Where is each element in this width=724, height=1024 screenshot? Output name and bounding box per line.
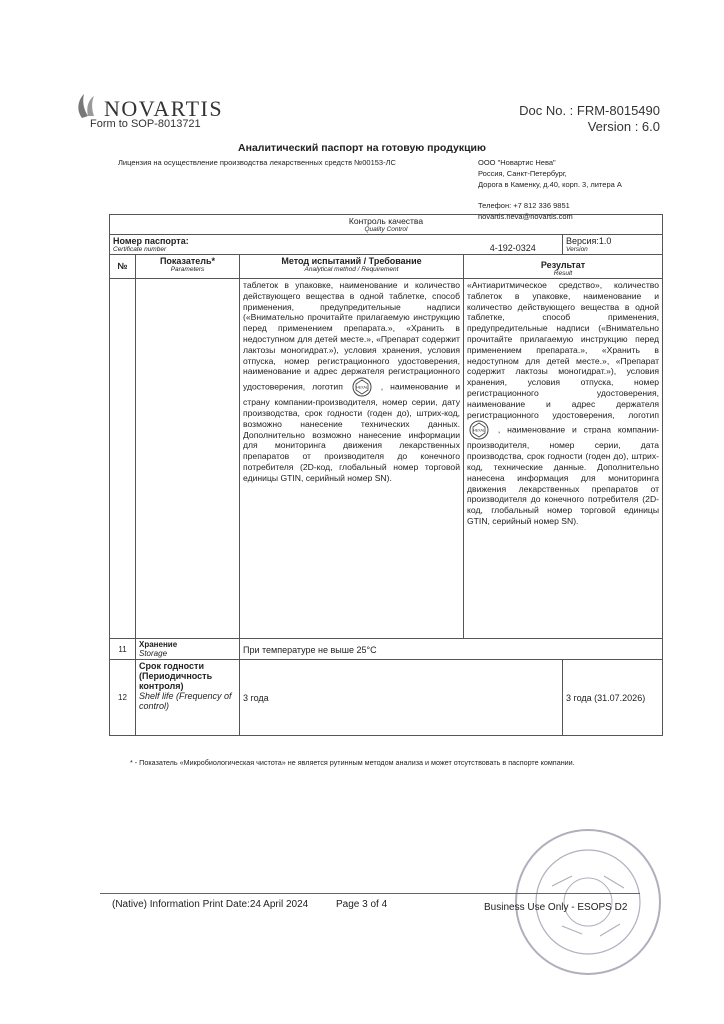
qc-subtitle: Quality Control (364, 226, 408, 233)
hexal-logo-label: HEXAL (473, 428, 485, 433)
classification: Business Use Only - ESOPS D2 (484, 902, 628, 913)
row12-param-sub: Shelf life (Frequency of control) (139, 691, 232, 711)
row12-result: 3 года (31.07.2026) (563, 660, 663, 736)
col-method-label: Метод испытаний / Требование (281, 256, 422, 266)
version-cell (563, 235, 663, 255)
page-number: Page 3 of 4 (336, 899, 388, 910)
col-param (136, 255, 240, 279)
table-row (110, 660, 663, 736)
row12-param-label: Срок годности (Периодичность контроля) (139, 661, 213, 691)
col-result-sub: Result (553, 270, 573, 277)
row11-method: При температуре не выше 25°С (240, 639, 663, 660)
method-text-part: удостоверения, логотип (243, 381, 343, 392)
company-line: Дорога в Каменку, д.40, корп. 3, литера А (478, 179, 622, 189)
table-row (110, 279, 663, 639)
company-line: novartis.neva@novartis.com (478, 211, 573, 221)
row-no-empty (110, 279, 136, 639)
cert-value: 4-192-0324 (464, 235, 563, 255)
row-param-empty (136, 279, 240, 639)
col-method (240, 255, 464, 279)
version-label: Версия:1.0 (566, 236, 612, 246)
row12-param (136, 660, 240, 736)
quality-control-table (109, 211, 663, 736)
method-text (240, 279, 464, 639)
col-param-label: Показатель* (159, 256, 216, 266)
col-no: № (110, 255, 136, 279)
column-header-row (110, 255, 663, 279)
row12-method: 3 года (240, 660, 563, 736)
col-param-sub: Parameters (170, 266, 205, 273)
version-sublabel: Version (566, 246, 588, 253)
footnote: * - Показатель «Микробиологическая чистота» не является рутинным методом анализа и может отсутствовать в паспорте компании. (130, 758, 575, 767)
form-reference: Form to SOP-8013721 (90, 118, 201, 130)
doc-version: Version : 6.0 (587, 119, 660, 134)
company-line: Россия, Санкт-Петербург, (478, 168, 567, 178)
company-line (478, 190, 622, 201)
col-result-label: Результат (540, 260, 586, 270)
cert-label: Номер паспорта: (113, 236, 189, 246)
cert-label-cell (110, 235, 464, 255)
novartis-logo-icon (74, 90, 100, 120)
company-line: ООО "Новартис Нева" (478, 158, 556, 167)
hexal-logo-icon (352, 377, 372, 397)
doc-number: Doc No. : FRM-8015490 (519, 103, 660, 118)
result-text-part: логотип (628, 409, 660, 420)
qc-header-row (110, 215, 663, 235)
result-text-part: , наименование и страна компании-производителя, номер серии, дата производства, срок годности (годен до), штрих-код, технические данные. Дополнительно нанесена информация для мониторинга движения лекарственных препаратов от производителя до конечного потребителя (2D-код, глобальный номер торговой единицы GTIN, серийный номер SN). (467, 424, 660, 526)
method-text-part: таблеток в упаковке, наименование и количество действующего вещества в одной таблетке, способ применения, предупредительные надписи («Внимательно прочитайте прилагаемую инструкцию перед применением препарата.», «Хранить в недоступном для детей месте.», «Препарат содержит лактозы моногидрат.»), условия хранения, условия отпуска, номер регистрационного удостоверения, наименование и адрес держателя регистрационного (243, 280, 460, 377)
result-text-part: «Антиаритмическое средство», количество таблеток в упаковке, наименование и количество действующего вещества в одной таблетке, способ применения, предупредительные надписи («Внимательно прочитайте прилагаемую инструкцию перед применением препарата.», «Хранить в недоступном для детей месте.», «Препарат содержит лактозы моногидрат.»), условия хранения, условия отпуска, номер регистрационного удостоверения, наименование и адрес держателя регистрационного удостоверения, (467, 280, 660, 420)
hexal-logo-label: HEXAL (355, 385, 368, 390)
hexal-logo-icon (469, 420, 489, 440)
qc-header (110, 215, 663, 235)
company-line: Телефон: +7 812 336 9851 (478, 201, 570, 211)
row11-param (136, 639, 240, 660)
result-text (464, 279, 663, 639)
row12-no: 12 (110, 660, 136, 736)
footer-divider (100, 893, 640, 894)
license-line: Лицензия на осуществление производства лекарственных средств №00153-ЛС (118, 158, 396, 167)
cert-sublabel: Certificate number (113, 246, 167, 253)
method-text-part: , наименование и страну компании-производителя, номер серии, дату производства, срок годности (годен до), штрих-код, возможно нанесение технических данных. Дополнительно возможно нанесение информации для мониторинга движения лекарственных препаратов от производителя до конечного потребителя (2D-код, глобальный номер торговой единицы GTIN, серийный номер SN). (243, 381, 460, 483)
certificate-row (110, 235, 663, 255)
col-method-sub: Analytical method / Requirement (304, 266, 399, 273)
row11-no: 11 (110, 639, 136, 660)
qc-title: Контроль качества (348, 216, 424, 226)
document-title: Аналитический паспорт на готовую продукцию (238, 142, 486, 154)
print-date: (Native) Information Print Date:24 April 2024 (112, 899, 309, 910)
row11-param-label: Хранение (139, 640, 178, 649)
table-row (110, 639, 663, 660)
row11-param-sub: Storage (139, 649, 168, 658)
col-result (464, 255, 663, 279)
brand-name: NOVARTIS (104, 96, 224, 121)
